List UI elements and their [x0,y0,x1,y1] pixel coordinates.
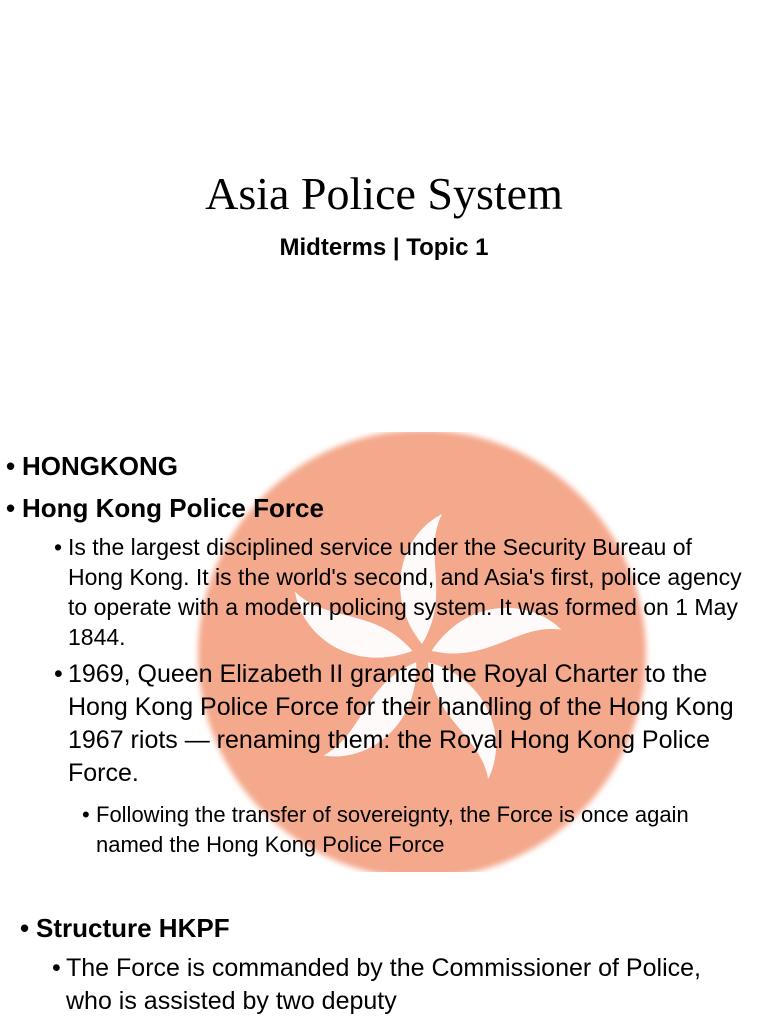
slide-title: Asia Police System [205,168,563,219]
bullet-transfer-sovereignty: • Following the transfer of sovereignty, the Force is once again named the Hong Kong Police Force [82,802,689,857]
bullet-largest-service: • Is the largest disciplined service under the Security Bureau of Hong Kong. It is the world's second, and Asia's first, police agency to operate with a modern policing system. It was formed on 1 May 1844. [54,534,742,650]
hongkong-slide [0,432,768,872]
bullet-hkpf: • Hong Kong Police Force [6,493,324,523]
structure-slide [0,892,768,1024]
bullet-royal-charter: • 1969, Queen Elizabeth II granted the Royal Charter to the Hong Kong Police Force for their handling of the Hong Kong 1967 riots — renaming them: the Royal Hong Kong Police Force. [54,660,734,787]
slide-gap [0,410,768,432]
bullet-hongkong: • HONGKONG [6,451,178,481]
bullet-structure-hkpf: • Structure HKPF [20,913,230,943]
bullet-commissioner: • The Force is commanded by the Commissioner of Police, who is assisted by two deputy [52,954,701,1015]
slide-subtitle: Midterms | Topic 1 [279,234,489,261]
title-slide [0,0,768,410]
slide-gap [0,872,768,892]
